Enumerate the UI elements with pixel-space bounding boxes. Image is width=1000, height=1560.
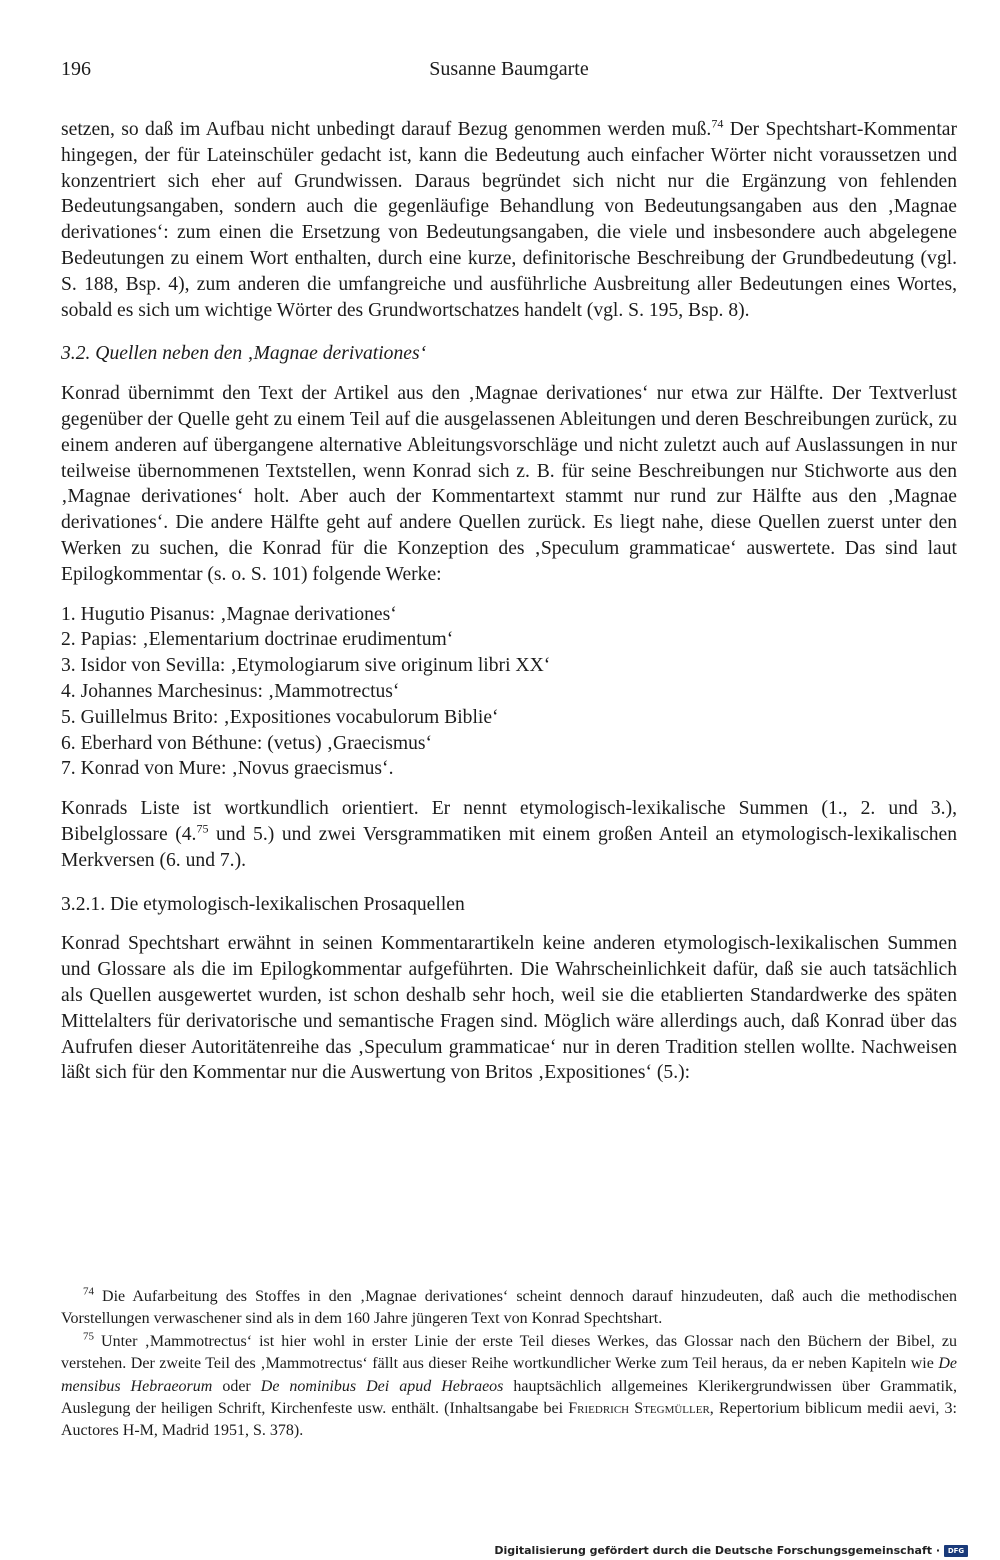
list-item: 2. Papias: ‚Elementarium doctrinae erudimentum‘ <box>61 629 454 651</box>
list-item: 6. Eberhard von Béthune: (vetus) ‚Graecismus‘ <box>61 732 433 754</box>
footnote-ref-75[interactable]: 75 <box>196 821 209 836</box>
paragraph-1: setzen, so daß im Aufbau nicht unbedingt darauf Bezug genommen werden muß.$^{74}$ Der Spechtshart-Kommentar hingegen, der für Lateinschüler gedacht ist, kann die Bedeutung auch einfacher Wörter nicht voraussetzen und konzentriert sich eher auf Grundwissen. Daraus begründet sich nicht nur die Ergänzung von fehlenden Bedeutungsangaben, sondern auch die gegenläufige Behandlung von Bedeutungsangaben aus den ‚Magnae derivationes‘: zum einen die Ersetzung von Bedeutungsangaben, die viele und insbesondere auch abgelegene Bedeutungen zu einem Wort enthalten, durch eine kurze, definitorische Beschreibung der Grundbedeutung (vgl. S. 188, Bsp. 4), zum anderen die umfangreiche und ausführliche Ausbreitung aller Bedeutungen eines Wortes, sobald es sich um wichtige Wörter des Grundwortschatzes handelt (vgl. S. 195, Bsp. 8). <box>61 116 957 321</box>
footnote-ref-74[interactable]: 74 <box>711 116 724 131</box>
dfg-logo-icon: DFG <box>944 1545 968 1557</box>
running-head: Susanne Baumgarte <box>429 58 589 80</box>
footnotes <box>61 1286 957 1443</box>
list-item: 5. Guillelmus Brito: ‚Expositiones vocabulorum Biblie‘ <box>61 706 499 728</box>
footnote-74: $^{74}$ Die Aufarbeitung des Stoffes in den ‚Magnae derivationes‘ scheint dennoch darauf hinzudeuten, daß auch die methodischen Vorstellungen verwaschener sind als in dem 160 Jahre jüngeren Text von Konrad Spechtshart. <box>61 1285 957 1328</box>
body-text <box>61 117 957 1086</box>
footnote-75: $^{75}$ Unter ‚Mammotrectus‘ ist hier wohl in erster Linie der erste Teil dieses Werkes, das Glossar nach den Büchern der Bibel, zu verstehen. Der zweite Teil des ‚Mammotrectus‘ fällt aus dieser Reihe wortkundlicher Werke zum Teil heraus, da er neben Kapiteln wie De mensibus Hebraeorum oder De nominibus Dei apud Hebraeos hauptsächlich allgemeines Klerikergrundwissen über Grammatik, Auslegung der heiligen Schrift, Kirchenfeste usw. enthält. (Inhaltsangabe bei Friedrich Stegmüller, Repertorium biblicum medii aevi, 3: Auctores H-M, Madrid 1951, S. 378). <box>61 1330 958 1440</box>
paragraph-4: Konrad Spechtshart erwähnt in seinen Kommentarartikeln keine anderen etymologisch-lexikalischen Summen und Glossare als die im Epilogkommentar aufgeführten. Die Wahrscheinlichkeit dafür, daß sie auch tatsächlich als Quellen ausgewertet wurden, ist schon deshalb sehr hoch, weil sie die etablierten Standardwerke des späten Mittelalters für derivatorische und semantische Fragen sind. Möglich wäre allerdings auch, daß Konrad über das Aufrufen dieser Autoritätenreihe das ‚Speculum grammaticae‘ nur in deren Tradition stellen wollte. Nachweisen läßt sich für den Kommentar nur die Auswertung von Britos ‚Expositiones‘ (5.): <box>61 933 957 1084</box>
list-item: 1. Hugutio Pisanus: ‚Magnae derivationes‘ <box>61 603 397 625</box>
page-number: 196 <box>61 58 91 80</box>
list-item: 3. Isidor von Sevilla: ‚Etymologiarum sive originum libri XX‘ <box>61 655 551 677</box>
work-title: De nominibus Dei apud Hebraeos <box>260 1377 504 1395</box>
section-heading-3-2-1: 3.2.1. Die etymologisch-lexikalischen Prosaquellen <box>61 893 465 915</box>
works-list <box>61 602 957 783</box>
author-name: Friedrich Stegmüller <box>568 1400 710 1418</box>
work-title: De mensibus Hebraeorum <box>61 1355 957 1395</box>
digitization-credit: Digitalisierung gefördert durch die Deutsche Forschungsgemeinschaft · DFG <box>494 1544 968 1557</box>
footnote-mark: 74 <box>83 1285 94 1298</box>
section-heading-3-2: 3.2. Quellen neben den ‚Magnae derivationes‘ <box>61 343 427 365</box>
list-item: 7. Konrad von Mure: ‚Novus graecismus‘. <box>61 758 394 780</box>
footnote-mark: 75 <box>83 1330 94 1343</box>
page-header <box>61 58 957 88</box>
list-item: 4. Johannes Marchesinus: ‚Mammotrectus‘ <box>61 680 400 702</box>
paragraph-3: Konrads Liste ist wortkundlich orientiert. Er nennt etymologisch-lexikalische Summen (1., 2. und 3.), Bibelglossare (4.75 und 5.) und zwei Versgrammatiken mit einem großen Anteil an etymologisch-lexikalischen Merkversen (6. und 7.). <box>61 798 957 871</box>
paragraph-2: Konrad übernimmt den Text der Artikel aus den ‚Magnae derivationes‘ nur etwa zur Hälfte. Der Textverlust gegenüber der Quelle geht zu einem Teil auf die ausgelassenen Ableitungen und deren Beschreibungen zurück, zu einem anderen auf übergangene alternative Ableitungsvorschläge und nicht zuletzt auch auf Auslassungen in nur teilweise übernommenen Textstellen, wenn Konrad sich z. B. für seine Beschreibungen nur Stichworte aus den ‚Magnae derivationes‘ holt. Aber auch der Kommentartext stammt nur rund zur Hälfte aus den ‚Magnae derivationes‘. Die andere Hälfte geht auf andere Quellen zurück. Es liegt nahe, diese Quellen zuerst unter den Werken zu suchen, die Konrad für die Konzeption des ‚Speculum grammaticae‘ auswertete. Das sind laut Epilogkommentar (s. o. S. 101) folgende Werke: <box>61 383 957 585</box>
